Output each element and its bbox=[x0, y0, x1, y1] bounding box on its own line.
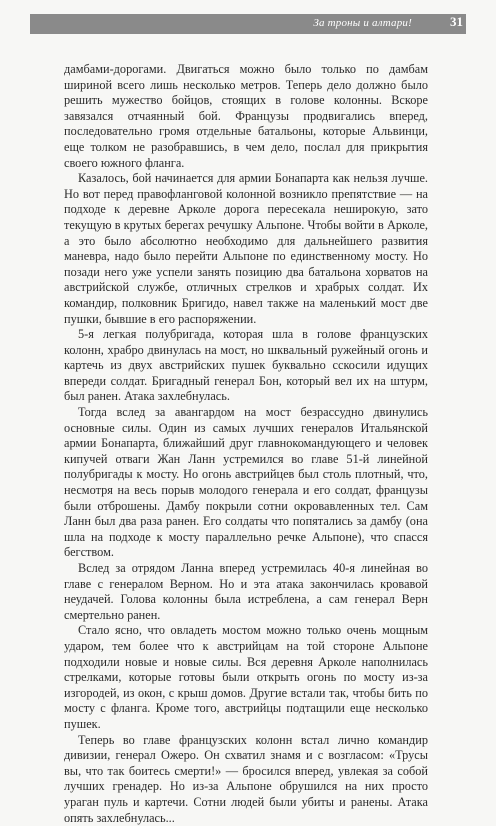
page-number: 31 bbox=[450, 14, 463, 29]
paragraph: Казалось, бой начинается для армии Бонапарта как нельзя лучше. Но вот перед правофланговой колонной возникло препятствие — на подходе к деревне Арколе дорога пересекала неширокую, зато текущую в крутых берегах речушку Альпоне. Чтобы войти в Арколе, а это было абсолютно необходимо для дальнейшего развития маневра, надо было перейти Альпоне по единственному мосту. Но позади него уже успели занять позицию два батальона хорватов на австрийской службе, отличных стрелков и храбрых солдат. Их командир, полковник Бригидо, навел также на маленький мост две пушки, бывшие в его распоряжении. bbox=[64, 171, 428, 326]
running-header-bar bbox=[30, 14, 466, 34]
running-title: За троны и алтари! bbox=[313, 17, 412, 29]
paragraph: Тогда вслед за авангардом на мост безрассудно двинулись основные силы. Один из самых лучших генералов Итальянской армии Бонапарта, ближайший друг главнокомандующего и человек кипучей отваги Жан Ланн устремился во главе 51-й линейной полубригады к мосту. Но огонь австрийцев был столь плотный, что, несмотря на весь порыв молодого генерала и его солдат, французы были отброшены. Дамбу покрыли сотни окровавленных тел. Сам Ланн был два раза ранен. Его солдаты что попятались за дамбу (она шла на подходе к мосту параллельно речке Альпоне), что спасся бегством. bbox=[64, 405, 428, 560]
paragraph: Вслед за отрядом Ланна вперед устремилась 40-я линейная во главе с генералом Верном. Но и эта атака закончилась кровавой неудачей. Голова колонны была истреблена, а сам генерал Верн смертельно ранен. bbox=[64, 561, 428, 622]
paragraph: Стало ясно, что овладеть мостом можно только очень мощным ударом, тем более что к австрийцам на той стороне Альпоне подходили новые и новые силы. Вся деревня Арколе наполнилась стрелками, которые готовы были открыть огонь по мосту из-за изгородей, из окон, с крыш домов. Другие встали так, чтобы бить по мосту с фланга. Кроме того, австрийцы подтащили еще несколько пушек. bbox=[64, 623, 428, 731]
paragraph: Теперь во главе французских колонн встал лично командир дивизии, генерал Ожеро. Он схватил знамя и с возгласом: «Трусы вы, что так боитесь смерти!» — бросился вперед, увлекая за собой лучших гренадер. Но из-за Альпоне обрушился на них просто ураган пуль и картечи. Сотни людей были убиты и ранены. Атака опять захлебнулась... bbox=[64, 732, 428, 825]
paragraph: дамбами-дорогами. Двигаться можно было только по дамбам шириной всего лишь несколько метров. Теперь дело должно было решить мужество бойцов, стоящих в голове колонны. Вскоре завязался отчаянный бой. Французы продвигались вперед, последовательно громя отдельные батальоны, которые Альвинци, еще толком не разобравшись, в чем дело, послал для прикрытия своего южного фланга. bbox=[64, 62, 428, 170]
body-text bbox=[64, 62, 428, 826]
paragraph: 5-я легкая полубригада, которая шла в голове французских колонн, храбро двинулась на мост, но шквальный ружейный огонь и картечь из двух австрийских пушек буквально сскосили идущих впереди солдат. Бригадный генерал Бон, который вел их на штурм, был ранен. Атака захлебнулась. bbox=[64, 327, 428, 404]
